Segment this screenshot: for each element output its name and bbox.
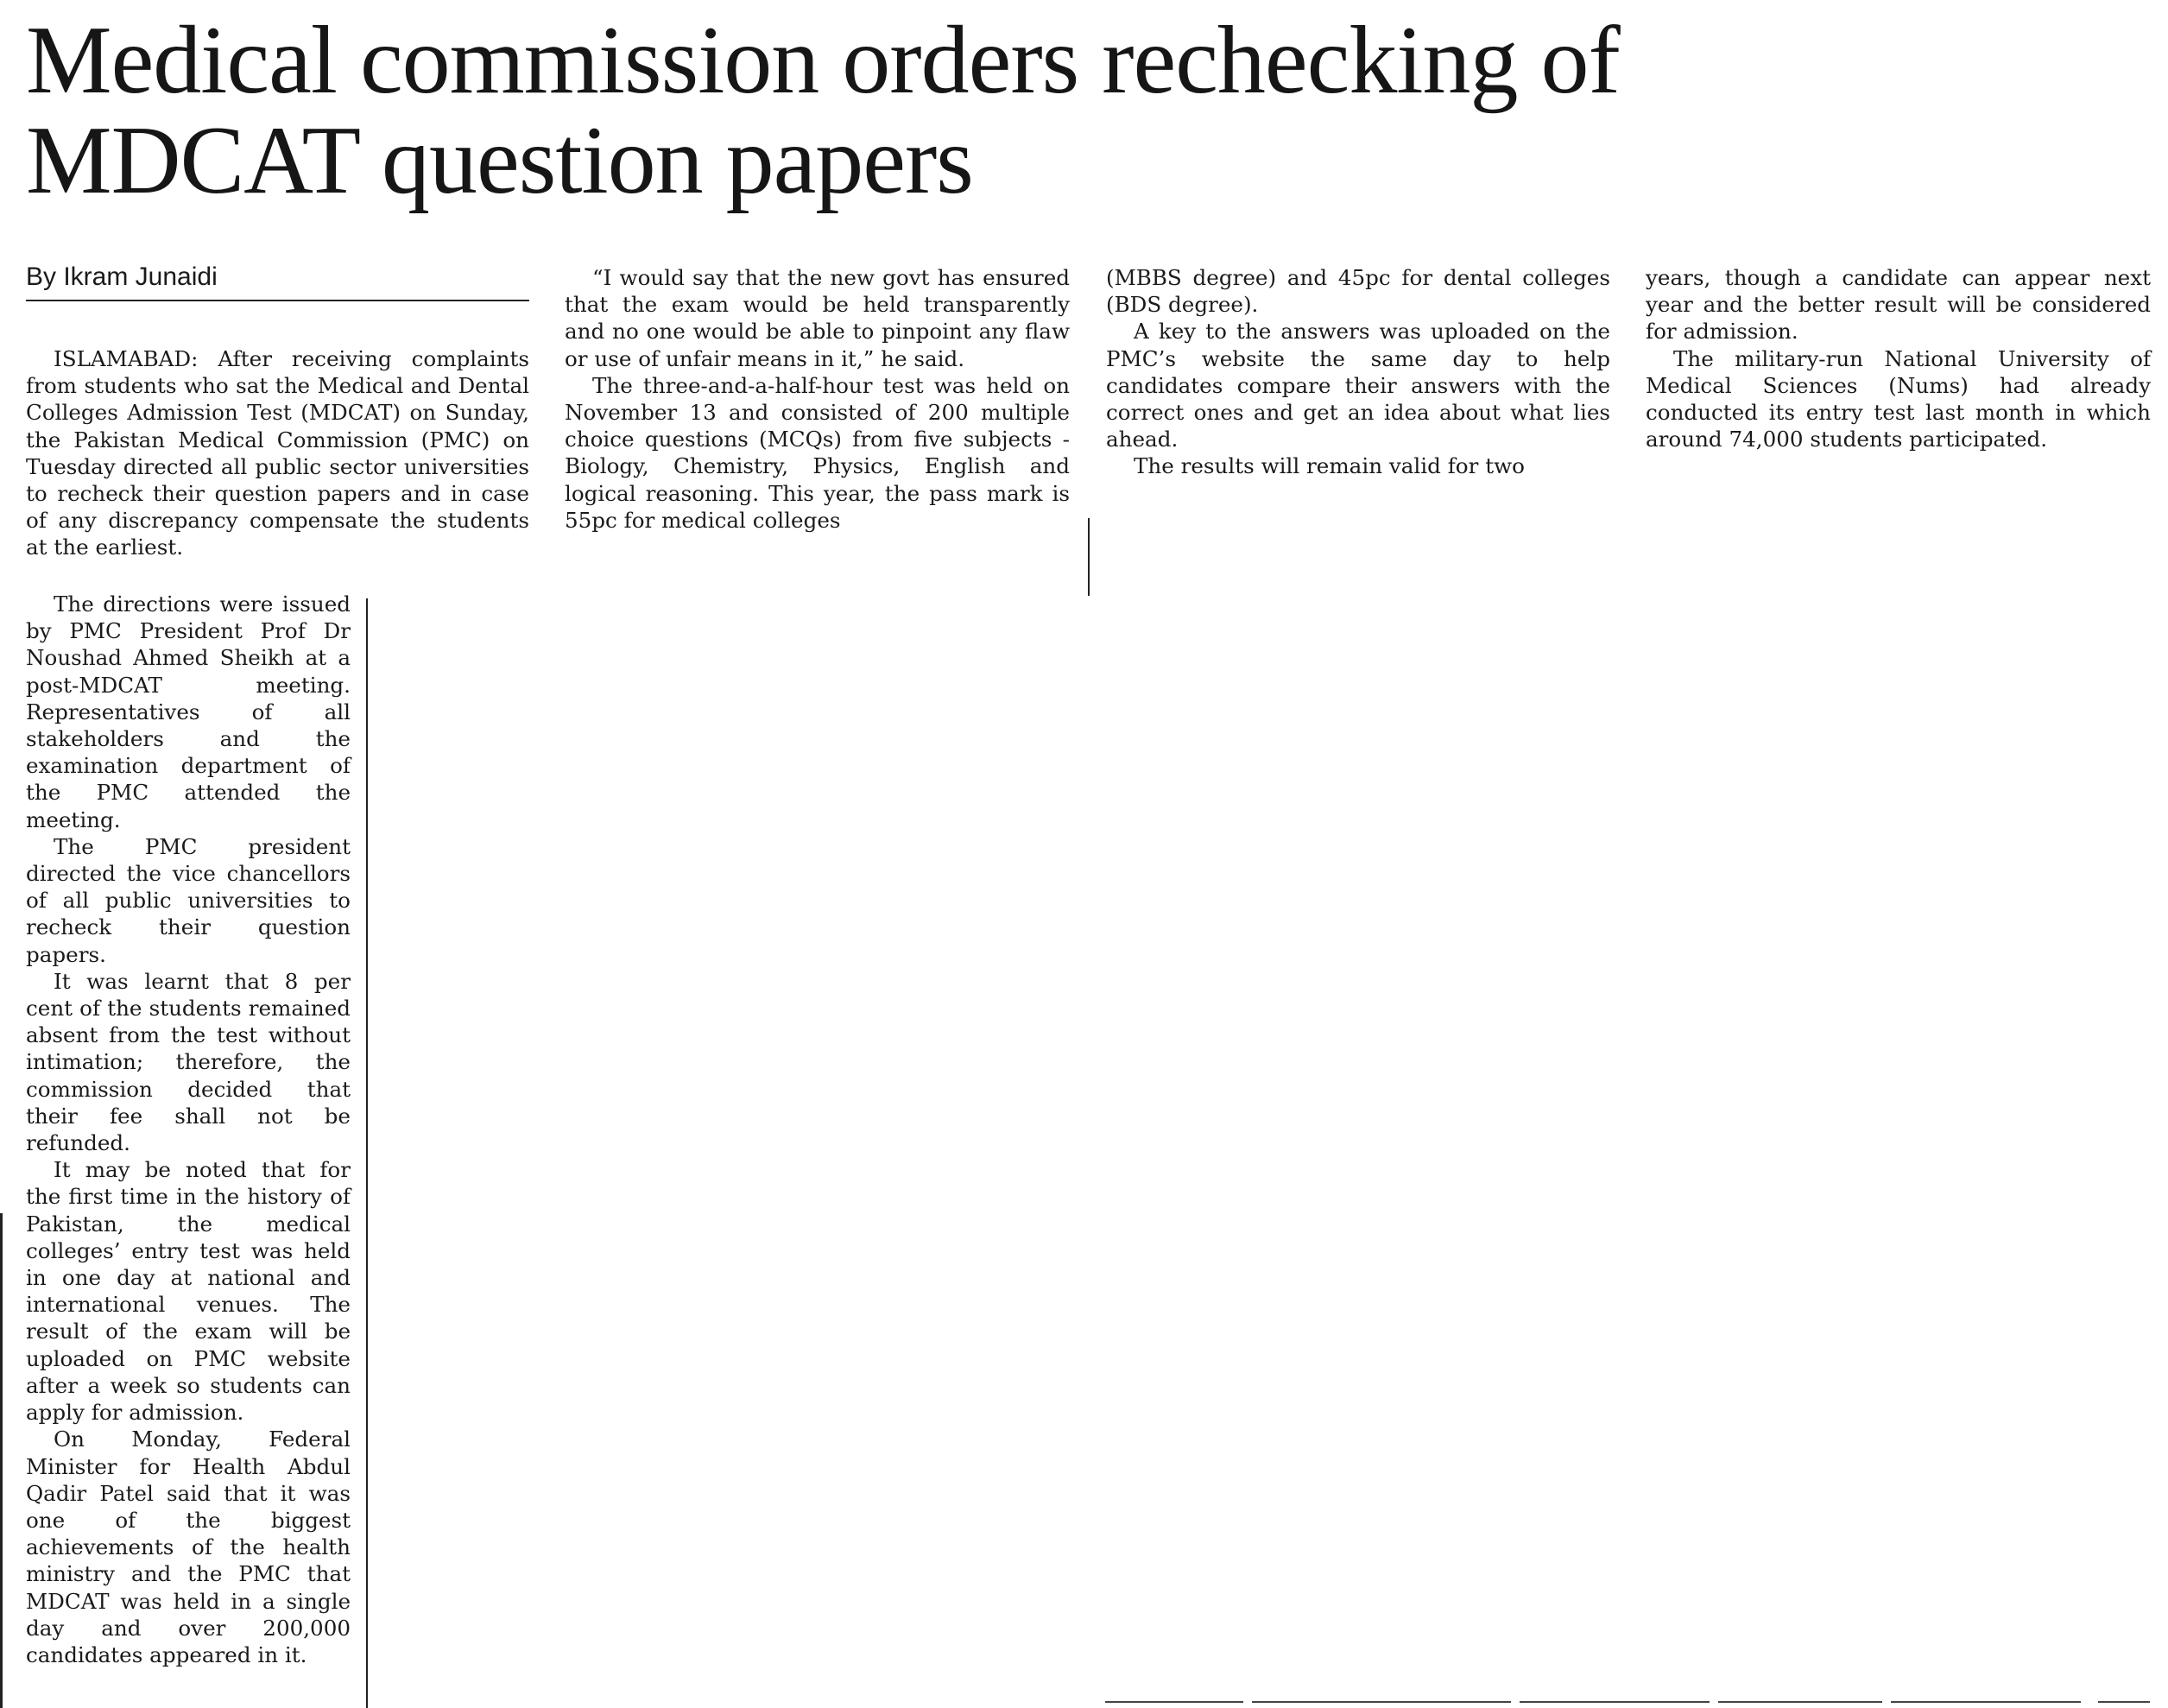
paragraph-answer-key: A key to the answers was uploaded on the PMC’s website the same day to help candidates compare their answers with the correct ones and get an idea about what lies ahead. <box>1106 319 1610 452</box>
footer-divider <box>1718 1701 1882 1703</box>
column-2 <box>565 264 1070 534</box>
footer-divider <box>1520 1701 1710 1703</box>
footer-divider <box>1252 1701 1511 1703</box>
sidebar-divider <box>366 598 368 1708</box>
paragraph-test-details: The three-and-a-half-hour test was held on November 13 and consisted of 200 multiple choice questions (MCQs) from five subjects - Biology, Chemistry, Physics, English and logical reasoning. This year, the pass mark is 55pc for medical colleges <box>565 372 1070 533</box>
paragraph-president: The PMC president directed the vice chancellors of all public universities to recheck their question papers. <box>26 833 351 967</box>
column-4 <box>1646 264 2151 452</box>
column-1-top <box>26 345 529 561</box>
paragraph-nums: The military-run National University of Medical Sciences (Nums) had already conducted its entry test last month in which around 74,000 students participated. <box>1646 345 2151 452</box>
footer-divider <box>1891 1701 2081 1703</box>
column-3 <box>1106 264 1610 480</box>
paragraph-first-time: It may be noted that for the first time in the history of Pakistan, the medical colleges’ entry test was held in one day at national and international venues. The result of the exam will be uploaded on PMC website after a week so students can apply for admission. <box>26 1157 351 1426</box>
edge-divider <box>0 1213 3 1708</box>
paragraph-results-validity: The results will remain valid for two <box>1134 453 1525 479</box>
paragraph-minister: On Monday, Federal Minister for Health Abdul Qadir Patel said that it was one of the biggest achievements of the health ministry and the PMC that MDCAT was held in a single day and over 200,000 candidates appeared in it. <box>26 1426 351 1667</box>
paragraph-quote: “I would say that the new govt has ensured that the exam would be held transparently and no one would be able to pinpoint any flaw or use of unfair means in it,” he said. <box>565 265 1070 371</box>
footer-divider <box>2098 1701 2150 1703</box>
headline: Medical commission orders rechecking of MDCAT question papers <box>26 7 1620 214</box>
column-1-narrow <box>26 591 351 1668</box>
paragraph-absent: It was learnt that 8 per cent of the students remained absent from the test without intimation; therefore, the commission decided that their fee shall not be refunded. <box>26 968 351 1156</box>
paragraph-directions: The directions were issued by PMC President Prof Dr Noushad Ahmed Sheikh at a post-MDCAT meeting. Representatives of all stakeholders and the examination department of the PMC attended the meeting. <box>26 591 351 832</box>
footer-divider <box>1105 1701 1243 1703</box>
paragraph-results-validity-continued: years, though a candidate can appear next year and the better result will be considered for admission. <box>1646 265 2151 345</box>
column-divider <box>1088 518 1090 596</box>
byline: By Ikram Junaidi <box>26 260 529 301</box>
paragraph-intro: ISLAMABAD: After receiving complaints from students who sat the Medical and Dental Colleges Admission Test (MDCAT) on Sunday, the Pakistan Medical Commission (PMC) on Tuesday directed all public sector universities to recheck their question papers and in case of any discrepancy compensate the students at the earliest. <box>26 346 529 560</box>
paragraph-test-details-continued: (MBBS degree) and 45pc for dental colleges (BDS degree). <box>1106 265 1610 318</box>
